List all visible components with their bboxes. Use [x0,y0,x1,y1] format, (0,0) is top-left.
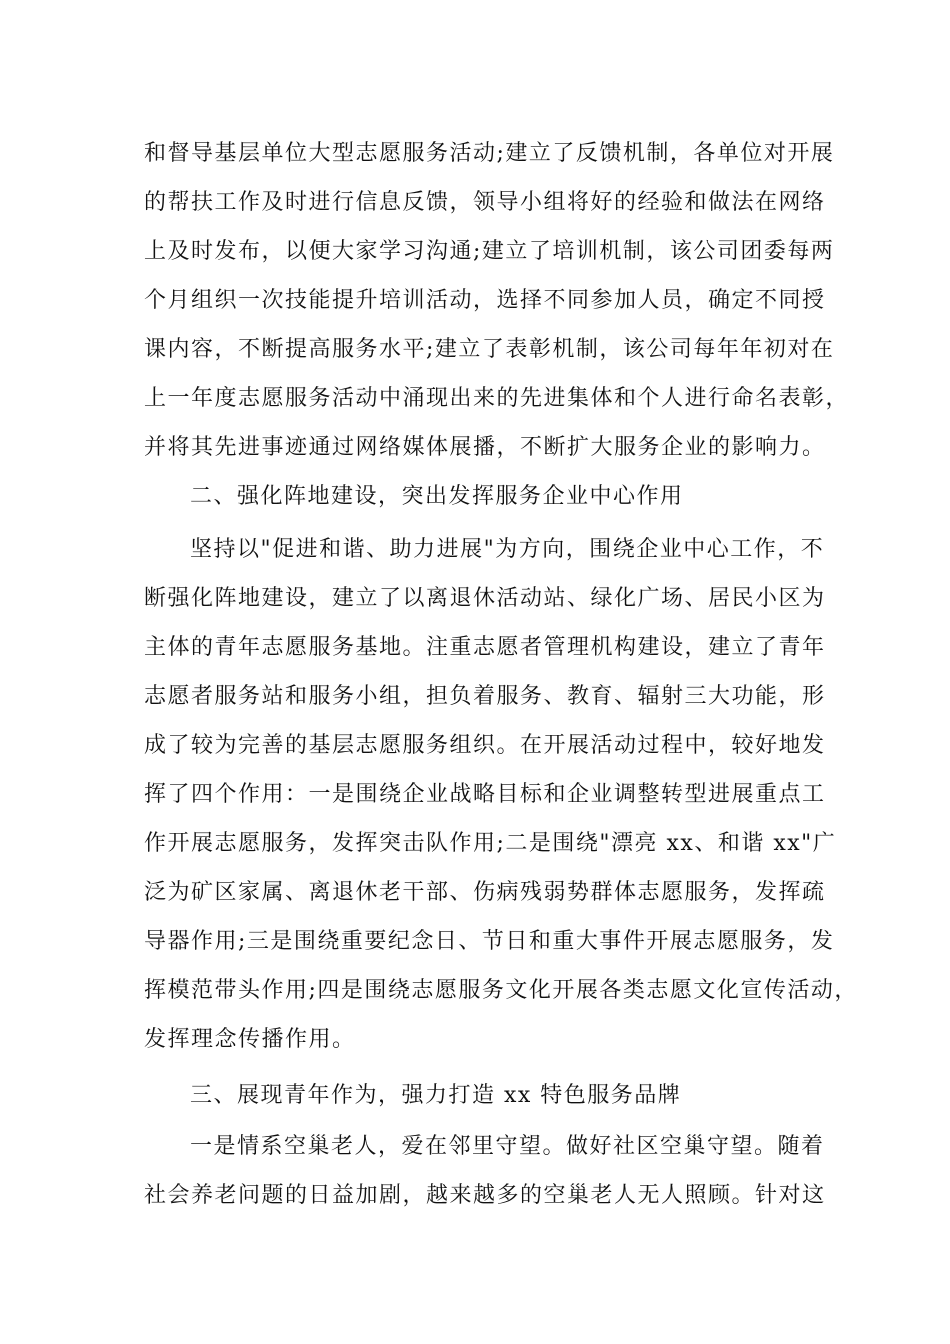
text-line: 挥模范带头作用;四是围绕志愿服务文化开展各类志愿文化宣传活动， [144,978,858,1003]
text-line: 挥了四个作用：一是围绕企业战略目标和企业调整转型进展重点工 [144,782,826,807]
text-line: 个月组织一次技能提升培训活动，选择不同参加人员，确定不同授 [144,288,826,313]
text-line: 一是情系空巢老人，爱在邻里守望。做好社区空巢守望。随着 [190,1134,825,1159]
text-line: 成了较为完善的基层志愿服务组织。在开展活动过程中，较好地发 [144,733,826,758]
text-line: 上一年度志愿服务活动中涌现出来的先进集体和个人进行命名表彰， [144,386,850,411]
text-line: 断强化阵地建设，建立了以离退休活动站、绿化广场、居民小区为 [144,586,826,611]
section-heading: 二、强化阵地建设，突出发挥服务企业中心作用 [190,484,684,509]
text-line: 上及时发布，以便大家学习沟通;建立了培训机制，该公司团委每两 [144,239,835,264]
text-line: 坚持以"促进和谐、助力进展"为方向，围绕企业中心工作，不 [190,537,825,562]
text-line: 发挥理念传播作用。 [144,1027,356,1052]
text-line: 导器作用;三是围绕重要纪念日、节日和重大事件开展志愿服务，发 [144,929,835,954]
text-line: 志愿者服务站和服务小组，担负着服务、教育、辐射三大功能，形 [144,684,826,709]
text-line: 课内容，不断提高服务水平;建立了表彰机制，该公司每年年初对在 [144,337,835,362]
section-heading: 三、展现青年作为，强力打造 xx 特色服务品牌 [190,1083,682,1108]
text-line: 的帮扶工作及时进行信息反馈，领导小组将好的经验和做法在网络 [144,190,826,215]
text-line: 主体的青年志愿服务基地。注重志愿者管理机构建设，建立了青年 [144,635,826,660]
text-line: 和督导基层单位大型志愿服务活动;建立了反馈机制，各单位对开展 [144,141,835,166]
text-line: 并将其先进事迹通过网络媒体展播，不断扩大服务企业的影响力。 [144,435,826,460]
text-line: 作开展志愿服务，发挥突击队作用;二是围绕"漂亮 xx、和谐 xx"广 [144,831,837,856]
text-line: 社会养老问题的日益加剧，越来越多的空巢老人无人照顾。针对这 [144,1183,826,1208]
text-line: 泛为矿区家属、离退休老干部、伤病残弱势群体志愿服务，发挥疏 [144,880,826,905]
